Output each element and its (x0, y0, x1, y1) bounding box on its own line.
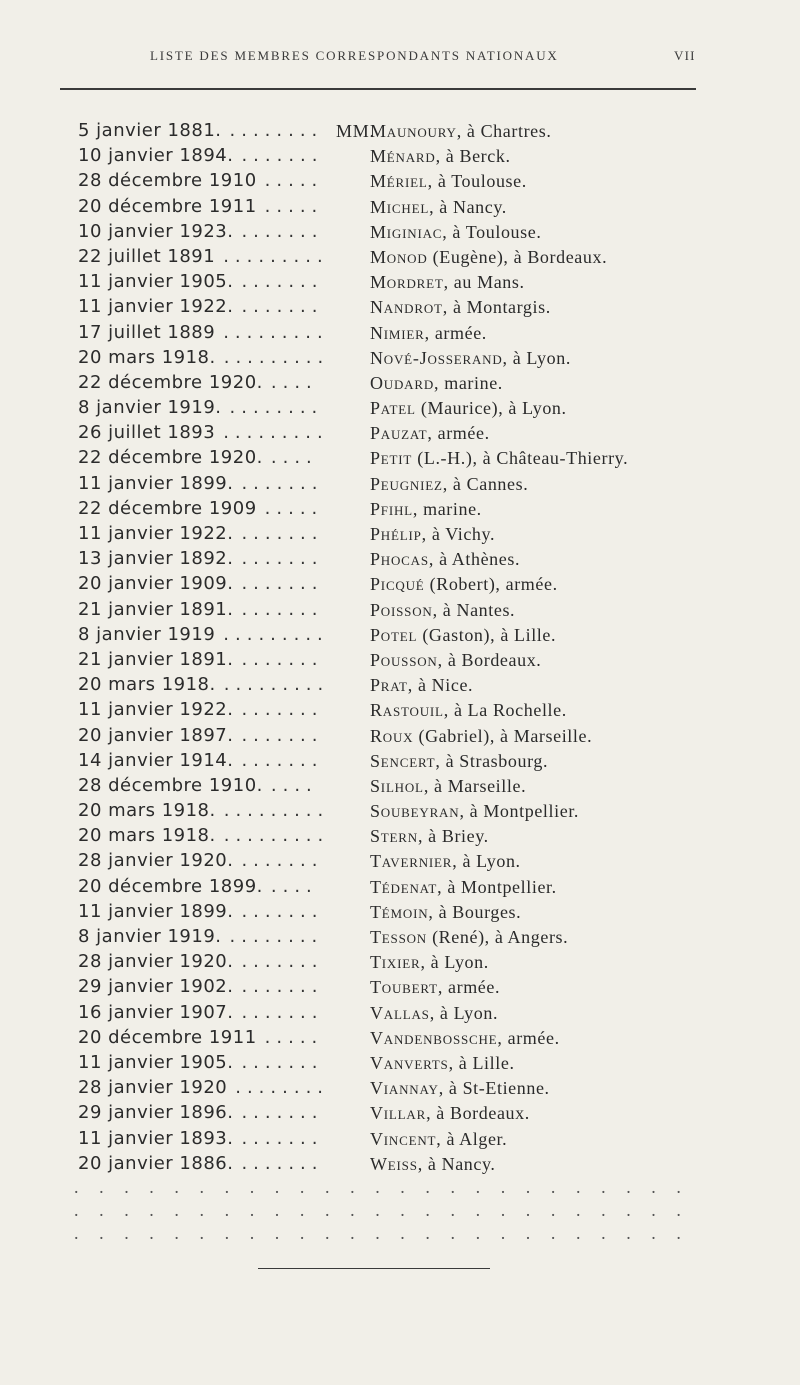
member-details: , à Lyon. (429, 1002, 499, 1023)
page-number: VII (674, 48, 696, 63)
election-date: 11 janvier 1893. (78, 1127, 234, 1149)
election-date: 20 mars 1918. (78, 674, 216, 696)
list-item (0, 800, 800, 825)
election-date: 8 janvier 1919. (78, 397, 222, 419)
dot-leader: ....... (241, 472, 324, 494)
member-details: , à Bordeaux. (426, 1103, 530, 1124)
member-details: , à Toulouse. (442, 221, 542, 242)
election-date: 10 janvier 1923. (78, 220, 234, 242)
list-item (0, 120, 800, 145)
member-details: , marine. (434, 372, 503, 393)
member-name: Phocas (370, 549, 429, 570)
member-name: Potel (370, 624, 418, 645)
list-item (0, 498, 800, 523)
member-details: , à St-Etienne. (438, 1078, 550, 1099)
member-name: Rastouil (370, 700, 444, 721)
election-date: 20 décembre 1899. (78, 875, 263, 897)
dot-leader: ....... (241, 749, 324, 771)
list-item (0, 674, 800, 699)
member-name: Nové-Josserand (370, 347, 503, 368)
list-item (0, 775, 800, 800)
list-item (0, 825, 800, 850)
member-name: Vallas (370, 1002, 430, 1023)
member-entry (370, 422, 490, 444)
election-date: 21 janvier 1891. (78, 648, 234, 670)
dot-leader: ....... (241, 1152, 324, 1174)
list-item (0, 850, 800, 875)
dot-leader: ....... (241, 573, 324, 595)
member-entry (370, 1052, 515, 1074)
dot-leader: ....... (241, 523, 324, 544)
member-entry (370, 246, 607, 268)
election-date: 28 décembre 1910. (78, 774, 263, 796)
member-entry (370, 750, 548, 772)
member-name: Pousson (370, 649, 438, 670)
member-entry (370, 1002, 498, 1024)
member-entry (370, 548, 520, 570)
dot-leader: ........ (229, 397, 324, 419)
footer-rule (258, 1268, 490, 1269)
election-date: 13 janvier 1892. (78, 548, 234, 570)
member-entry (370, 624, 556, 646)
member-entry (370, 397, 567, 419)
member-details: , à Montpellier. (459, 801, 580, 822)
member-entry (370, 699, 567, 721)
member-details: , à Lille. (448, 1052, 515, 1073)
member-details: , à Nancy. (429, 196, 507, 217)
list-item (0, 649, 800, 674)
election-date: 5 janvier 1881. (78, 120, 222, 141)
member-entry (370, 120, 551, 142)
list-item (0, 1153, 800, 1178)
election-date: 20 janvier 1897. (78, 724, 234, 746)
election-date: 20 janvier 1909. (78, 573, 234, 595)
member-details: , à Alger. (436, 1128, 508, 1149)
election-date: 11 janvier 1922. (78, 523, 234, 544)
member-details: , au Mans. (443, 272, 525, 293)
election-date: 29 janvier 1902. (78, 976, 234, 998)
election-date: 22 décembre 1909 (78, 497, 257, 519)
member-details: , marine. (412, 498, 482, 519)
list-item (0, 447, 800, 472)
member-name: Ménard (370, 146, 436, 167)
dot-leader: ......... (223, 674, 330, 696)
election-date: 20 décembre 1911 (78, 195, 257, 217)
list-item (0, 221, 800, 246)
dot-leader: ....... (241, 699, 324, 721)
dot-leader: ..... (264, 170, 324, 192)
election-date: 8 janvier 1919 (78, 623, 216, 645)
list-item (0, 347, 800, 372)
election-date: 20 janvier 1886. (78, 1152, 234, 1174)
election-date: 20 mars 1918. (78, 346, 216, 368)
dot-leader: ....... (241, 724, 324, 746)
member-details: (Maurice), à Lyon. (415, 398, 567, 419)
member-details: , à Lyon. (420, 952, 489, 973)
member-entry (370, 271, 525, 293)
member-entry (370, 145, 511, 167)
member-name: Prat (370, 675, 408, 696)
election-date: 20 mars 1918. (78, 800, 216, 822)
member-details: (Eugène), à Bordeaux. (427, 246, 608, 267)
list-item (0, 322, 800, 347)
list-item (0, 473, 800, 498)
dot-leader: ....... (241, 1127, 324, 1149)
list-item (0, 1077, 800, 1102)
member-name: Pfihl (370, 498, 413, 519)
member-name: Phélip (370, 524, 422, 544)
member-entry (370, 976, 500, 998)
list-item (0, 876, 800, 901)
member-name: Petit (370, 448, 413, 469)
list-item (0, 699, 800, 724)
member-details: (Gaston), à Lille. (417, 624, 557, 645)
member-details: , armée. (437, 977, 501, 998)
list-item (0, 725, 800, 750)
member-name: Oudard (370, 372, 435, 393)
dot-leader: ..... (264, 1026, 324, 1048)
member-entry (370, 649, 541, 671)
dot-leader: ....... (241, 951, 324, 973)
dot-leader: ......... (223, 422, 329, 444)
member-name: Mériel (370, 171, 428, 192)
member-details: , à Chartres. (456, 121, 552, 141)
member-name: Pauzat (370, 423, 428, 444)
dotted-leader-line: ......................... (74, 1223, 702, 1243)
election-date: 28 décembre 1910 (78, 170, 257, 192)
list-item (0, 1052, 800, 1077)
dot-leader: ......... (223, 245, 329, 267)
dot-leader: .... (270, 371, 318, 393)
list-item (0, 624, 800, 649)
member-details: (René), à Angers. (426, 927, 569, 947)
honorific-prefix: MM. (336, 121, 375, 141)
election-date: 11 janvier 1922. (78, 296, 234, 318)
election-date: 11 janvier 1899. (78, 900, 234, 922)
member-details: , à Nancy. (417, 1153, 496, 1174)
dot-leader: .... (270, 875, 318, 897)
election-date: 8 janvier 1919. (78, 926, 222, 947)
list-item (0, 573, 800, 598)
dot-leader: ......... (223, 800, 330, 822)
member-entry (370, 322, 487, 344)
dot-leader: ....... (241, 548, 324, 570)
member-name: Nimier (370, 322, 425, 343)
dotted-leader-line: ......................... (74, 1177, 702, 1197)
list-item (0, 750, 800, 775)
dot-leader: ....... (241, 976, 324, 998)
dot-leader: ....... (241, 900, 324, 922)
member-details: , à Briey. (417, 826, 489, 847)
election-date: 28 janvier 1920 (78, 1077, 228, 1099)
dot-leader: ......... (223, 623, 329, 645)
member-entry (370, 901, 521, 923)
election-date: 22 juillet 1891 (78, 245, 216, 267)
member-entry (370, 850, 521, 872)
member-entry (370, 221, 541, 243)
member-entry (370, 800, 579, 822)
member-name: Stern (370, 826, 418, 847)
page-header (0, 48, 800, 70)
list-item (0, 548, 800, 573)
election-date: 14 janvier 1914. (78, 749, 234, 771)
list-item (0, 1002, 800, 1027)
dot-leader: ....... (241, 271, 324, 293)
member-entry (370, 876, 557, 898)
member-name: Monod (370, 246, 428, 267)
member-details: , à Strasbourg. (435, 750, 549, 771)
member-name: Tédenat (370, 876, 438, 897)
list-item (0, 599, 800, 624)
member-name: Mordret (370, 272, 444, 293)
dot-leader: ....... (241, 145, 324, 167)
member-details: , à Nice. (407, 675, 474, 696)
member-details: , à Vichy. (421, 524, 496, 544)
dot-leader: ....... (241, 648, 324, 670)
list-item (0, 1027, 800, 1052)
member-name: Villar (370, 1103, 427, 1124)
election-date: 22 décembre 1920. (78, 447, 263, 469)
member-entry (370, 473, 528, 495)
member-name: Tixier (370, 952, 421, 973)
member-name: Silhol (370, 775, 424, 796)
member-entry (370, 447, 628, 469)
member-name: Nandrot (370, 297, 443, 318)
list-item (0, 523, 800, 548)
election-date: 28 janvier 1920. (78, 850, 234, 872)
dot-leader: ..... (264, 195, 324, 217)
dot-leader: ......... (223, 825, 330, 847)
member-name: Miginiac (370, 221, 443, 242)
election-date: 22 décembre 1920. (78, 371, 263, 393)
member-entry (370, 347, 571, 369)
member-entry (370, 599, 515, 621)
election-date: 11 janvier 1899. (78, 472, 234, 494)
member-name: Roux (370, 725, 414, 746)
list-item (0, 271, 800, 296)
member-details: , armée. (424, 322, 487, 343)
member-details: , à Lyon. (502, 347, 571, 368)
member-details: , à Montpellier. (437, 876, 557, 897)
member-entry (370, 573, 558, 595)
dot-leader: .... (270, 447, 318, 469)
dot-leader: ....... (241, 850, 324, 872)
election-date: 11 janvier 1905. (78, 1051, 234, 1073)
election-date: 10 janvier 1894. (78, 145, 234, 167)
member-details: , à Bordeaux. (437, 649, 542, 670)
member-list (0, 120, 800, 1178)
member-entry (370, 1102, 530, 1124)
election-date: 28 janvier 1920. (78, 951, 234, 973)
member-details: , armée. (497, 1027, 560, 1048)
member-name: Maunoury (370, 121, 457, 141)
dot-leader: ........ (229, 120, 324, 141)
member-name: Viannay (370, 1078, 439, 1099)
member-entry (370, 196, 507, 218)
dot-leader: ......... (223, 346, 330, 368)
list-item (0, 196, 800, 221)
list-item (0, 901, 800, 926)
list-item (0, 1128, 800, 1153)
dot-leader: ......... (223, 321, 329, 343)
member-details: (Gabriel), à Marseille. (413, 725, 593, 746)
member-entry (370, 825, 489, 847)
dot-leader: ....... (241, 598, 324, 620)
election-date: 20 décembre 1911 (78, 1026, 257, 1048)
member-name: Tavernier (370, 851, 453, 872)
member-details: , à Bourges. (428, 901, 522, 922)
running-title: LISTE DES MEMBRES CORRESPONDANTS NATIONAUX (150, 48, 559, 63)
member-details: , à Cannes. (442, 473, 529, 494)
member-entry (370, 926, 568, 948)
list-item (0, 976, 800, 1001)
member-entry (370, 951, 489, 973)
member-entry (370, 498, 482, 520)
member-details: , à Marseille. (423, 775, 527, 796)
election-date: 17 juillet 1889 (78, 321, 216, 343)
member-details: , à Toulouse. (427, 171, 527, 192)
member-name: Vanverts (370, 1052, 449, 1073)
member-details: , à La Rochelle. (443, 700, 567, 721)
member-name: Peugniez (370, 473, 443, 494)
member-details: , à Berck. (435, 146, 511, 167)
dot-leader: ....... (241, 296, 324, 318)
election-date: 21 janvier 1891. (78, 598, 234, 620)
dot-leader: ....... (241, 220, 324, 242)
list-item (0, 422, 800, 447)
member-name: Toubert (370, 977, 438, 998)
dot-leader: .... (270, 774, 318, 796)
election-date: 29 janvier 1896. (78, 1102, 234, 1124)
member-details: (Robert), armée. (424, 574, 558, 595)
dot-leader: ....... (241, 1001, 324, 1023)
member-details: , armée. (427, 423, 490, 444)
member-name: Picqué (370, 574, 425, 595)
member-entry (370, 725, 592, 747)
dot-leader: ..... (264, 497, 324, 519)
dot-leader: ....... (241, 1102, 324, 1124)
election-date: 16 janvier 1907. (78, 1001, 234, 1023)
list-item (0, 926, 800, 951)
member-name: Soubeyran (370, 801, 460, 822)
list-item (0, 1102, 800, 1127)
member-entry (370, 1077, 550, 1099)
member-entry (370, 775, 526, 797)
member-name: Poisson (370, 599, 433, 620)
member-details: , à Montargis. (442, 297, 551, 318)
member-entry (370, 523, 495, 545)
member-name: Sencert (370, 750, 436, 771)
member-details: , à Athènes. (428, 549, 521, 570)
list-item (0, 951, 800, 976)
list-item (0, 397, 800, 422)
member-entry (370, 296, 551, 318)
list-item (0, 145, 800, 170)
member-details: , à Nantes. (432, 599, 516, 620)
election-date: 11 janvier 1905. (78, 271, 234, 293)
member-details: , à Lyon. (452, 851, 521, 872)
election-date: 11 janvier 1922. (78, 699, 234, 721)
dotted-leader-line: ......................... (74, 1200, 702, 1220)
member-entry (370, 674, 473, 696)
member-name: Vincent (370, 1128, 437, 1149)
dot-leader: ........ (229, 926, 324, 947)
member-name: Patel (370, 398, 416, 419)
member-entry (370, 170, 527, 192)
dot-leader: ....... (241, 1051, 324, 1073)
member-entry (370, 372, 503, 394)
list-item (0, 372, 800, 397)
member-details: (L.-H.), à Château-Thierry. (412, 448, 629, 469)
list-item (0, 296, 800, 321)
dot-leader: ........ (235, 1077, 330, 1099)
member-name: Michel (370, 196, 430, 217)
election-date: 26 juillet 1893 (78, 422, 216, 444)
member-entry (370, 1027, 560, 1049)
member-name: Témoin (370, 901, 429, 922)
header-rule (60, 88, 696, 90)
member-name: Weiss (370, 1153, 418, 1174)
member-entry (370, 1153, 496, 1175)
list-item (0, 246, 800, 271)
member-name: Tesson (370, 927, 427, 947)
list-item (0, 170, 800, 195)
member-name: Vandenbossche (370, 1027, 498, 1048)
member-entry (370, 1128, 507, 1150)
election-date: 20 mars 1918. (78, 825, 216, 847)
